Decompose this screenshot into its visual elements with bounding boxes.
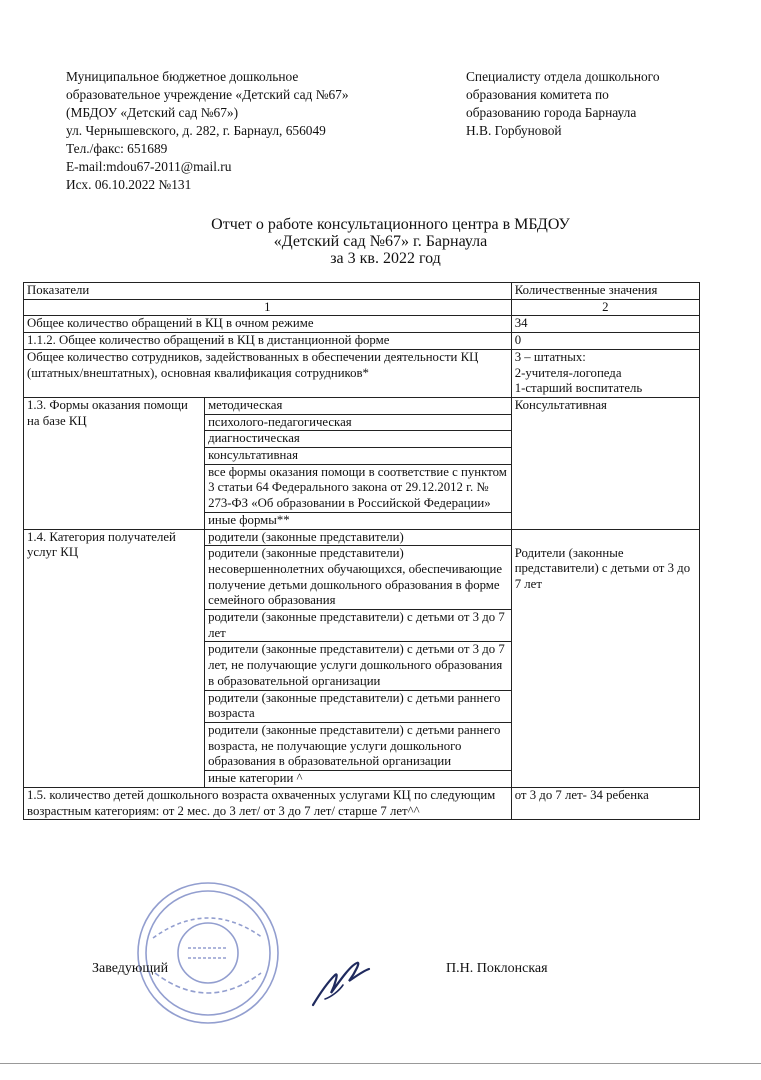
column-number-1: 1: [24, 299, 512, 316]
header-indicators: Показатели: [24, 283, 512, 300]
sender-block: [66, 68, 349, 194]
forms-option: иные формы**: [205, 512, 512, 529]
categories-option: родители (законные представители) с детьми от 3 до 7 лет, не получающие услуги дошкольного образования в образовательной организации: [205, 642, 512, 690]
footer-name: П.Н. Поклонская: [446, 961, 548, 976]
categories-value-text: Родители (законные представители) с детьми от 3 до 7 лет: [514, 545, 691, 591]
categories-option: родители (законные представители): [205, 529, 512, 546]
report-table: [23, 282, 700, 820]
row-in-person-value: 34: [511, 316, 699, 333]
row-remote-label: 1.1.2. Общее количество обращений в КЦ в дистанционной форме: [24, 333, 512, 350]
sender-email: E-mail:mdou67-2011@mail.ru: [66, 159, 232, 174]
categories-option: родители (законные представители) с детьми раннего возраста: [205, 690, 512, 722]
forms-option: диагностическая: [205, 431, 512, 448]
recipient-line: Специалисту отдела дошкольного: [466, 69, 660, 84]
sender-line: ул. Чернышевского, д. 282, г. Барнаул, 656049: [66, 123, 326, 138]
footer-position: Заведующий: [92, 961, 169, 976]
title-line-3: за 3 кв. 2022 год: [330, 250, 441, 267]
sender-line: (МБДОУ «Детский сад №67»): [66, 105, 239, 120]
forms-label: 1.3. Формы оказания помощи на базе КЦ: [24, 397, 205, 529]
column-number-2: 2: [511, 299, 699, 316]
row-in-person-label: Общее количество обращений в КЦ в очном режиме: [24, 316, 512, 333]
row-children-label: 1.5. количество детей дошкольного возраста охваченных услугами КЦ по следующим возрастным категориям: от 2 мес. до 3 лет/ от 3 до 7 лет/ старше 7 лет^^: [24, 787, 512, 819]
report-title: [0, 216, 761, 267]
signature: [305, 955, 375, 1010]
table-row: [24, 397, 700, 414]
forms-option: методическая: [205, 397, 512, 414]
categories-option: иные категории ^: [205, 771, 512, 788]
staff-value-line: 1-старший воспитатель: [514, 381, 643, 396]
table-row: [24, 333, 700, 350]
recipient-line: образованию города Барнаула: [466, 105, 637, 120]
row-staff-value: [511, 349, 699, 397]
forms-option: консультативная: [205, 448, 512, 465]
sender-line: Муниципальное бюджетное дошкольное: [66, 69, 299, 84]
table-row: [24, 787, 700, 819]
table-number-row: [24, 299, 700, 316]
forms-value: Консультативная: [511, 397, 699, 529]
title-line-2: «Детский сад №67» г. Барнаула: [273, 233, 488, 250]
recipient-line: образования комитета по: [466, 87, 609, 102]
official-stamp: [133, 878, 283, 1028]
recipient-block: [466, 68, 660, 140]
sender-outgoing-number: Исх. 06.10.2022 №131: [66, 177, 192, 192]
header-values: Количественные значения: [511, 283, 699, 300]
forms-option: психолого-педагогическая: [205, 414, 512, 431]
table-row: [24, 529, 700, 546]
categories-label: 1.4. Категория получателей услуг КЦ: [24, 529, 205, 787]
sender-line: Тел./факс: 651689: [66, 141, 168, 156]
page-bottom-divider: [0, 1063, 761, 1064]
table-row: [24, 349, 700, 397]
categories-option: родители (законные представители) с детьми от 3 до 7 лет: [205, 610, 512, 642]
categories-value: [511, 529, 699, 787]
table-row: [24, 316, 700, 333]
staff-value-line: 2-учителя-логопеда: [514, 365, 622, 380]
forms-option: все формы оказания помощи в соответствие с пунктом 3 статьи 64 Федерального закона от 29.12.2012 г. № 273-ФЗ «Об образовании в Российской Федерации»: [205, 464, 512, 512]
recipient-name: Н.В. Горбуновой: [466, 123, 562, 138]
title-line-1: Отчет о работе консультационного центра в МБДОУ: [211, 216, 570, 233]
categories-option: родители (законные представители) несовершеннолетних обучающихся, обеспечивающие получение детьми дошкольного образования в форме семейного образования: [205, 546, 512, 610]
staff-value-line: 3 – штатных:: [514, 349, 586, 364]
row-children-value: от 3 до 7 лет- 34 ребенка: [511, 787, 699, 819]
categories-option: родители (законные представители) с детьми раннего возраста, не получающие услуги дошкольного образования в образовательной организации: [205, 722, 512, 770]
row-staff-label: Общее количество сотрудников, задействованных в обеспечении деятельности КЦ (штатных/внештатных), основная квалификация сотрудников*: [24, 349, 512, 397]
table-header-row: [24, 283, 700, 300]
row-remote-value: 0: [511, 333, 699, 350]
sender-line: образовательное учреждение «Детский сад №67»: [66, 87, 349, 102]
